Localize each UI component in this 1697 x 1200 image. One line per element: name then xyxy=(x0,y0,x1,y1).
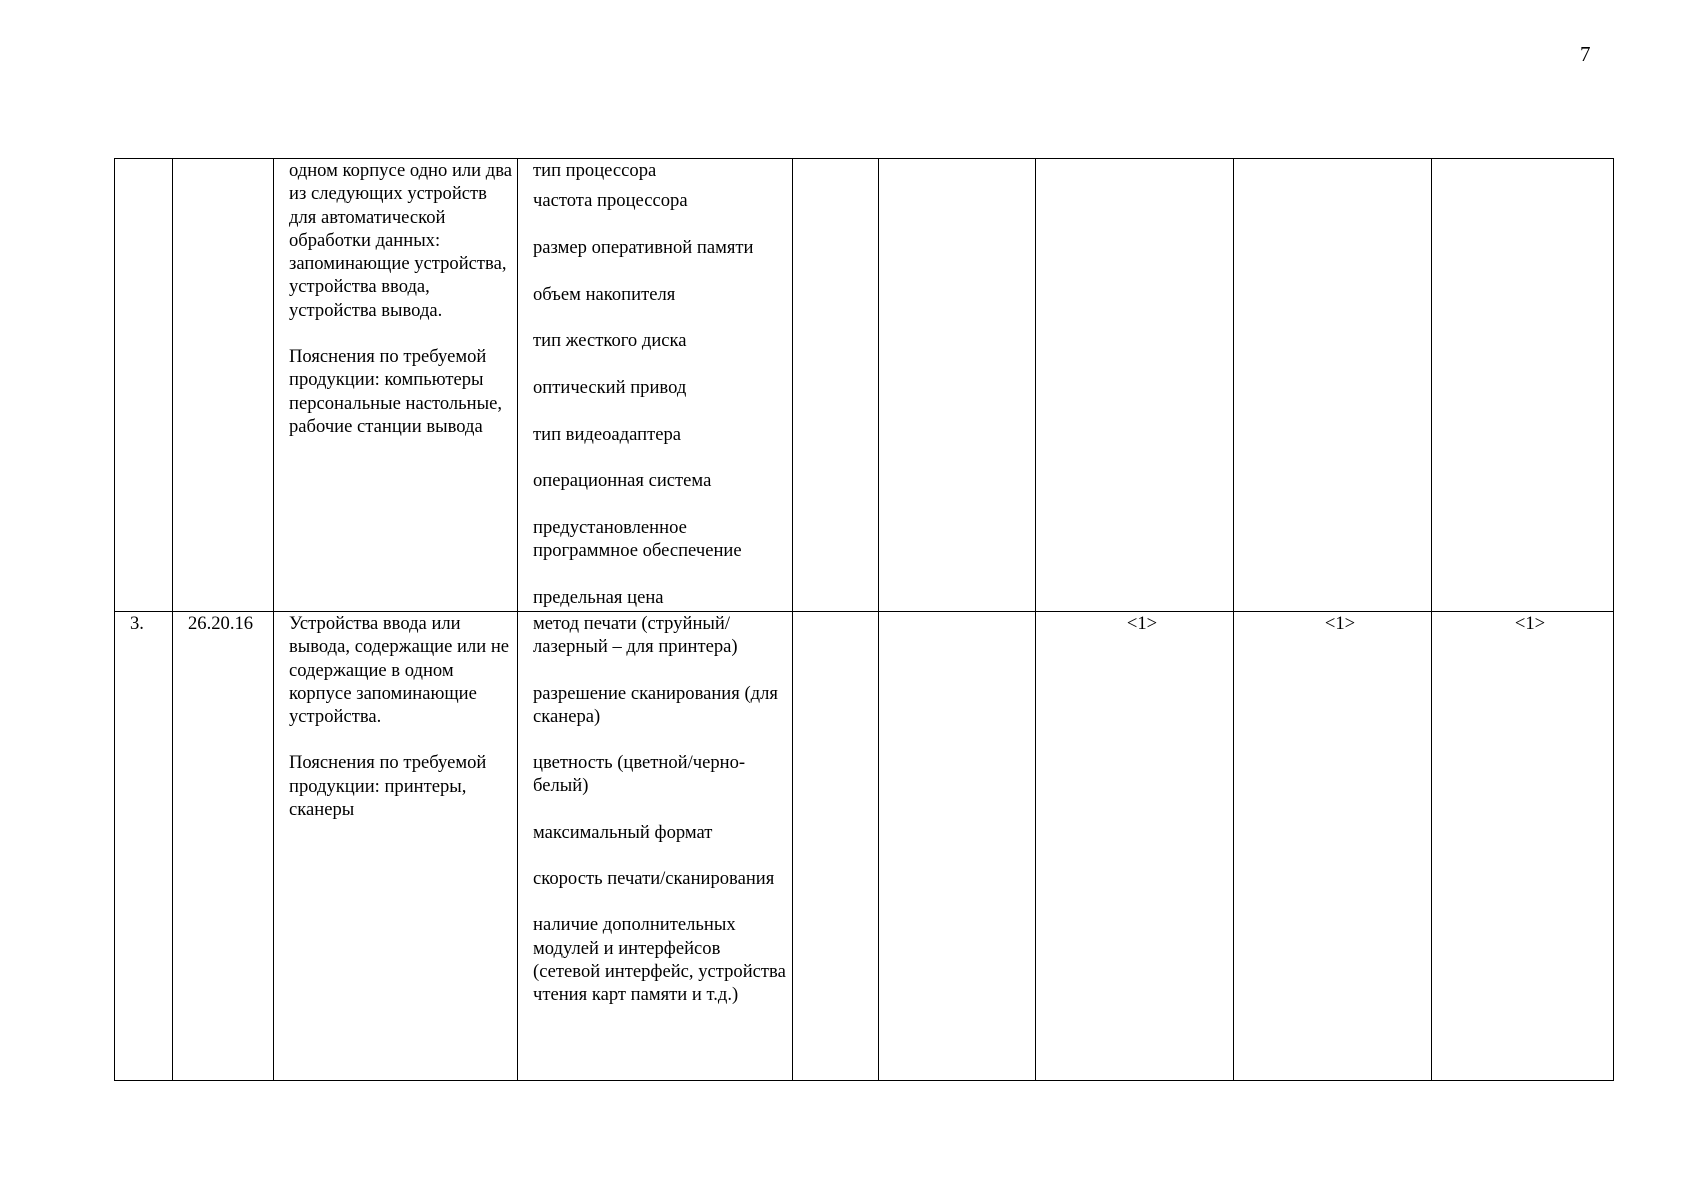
characteristic-item: тип жесткого диска xyxy=(533,330,687,352)
row-number-cell: 3. xyxy=(115,612,173,1081)
unit-name-cell xyxy=(879,612,1036,1081)
value-cell: <1> xyxy=(1432,612,1614,1081)
value-cell: <1> xyxy=(1234,612,1432,1081)
characteristic-item: разрешение сканирования (для сканера) xyxy=(533,682,778,727)
product-description-cell xyxy=(274,612,518,1081)
unit-name-cell xyxy=(879,159,1036,612)
characteristic-item: предельная цена xyxy=(533,587,664,609)
row-number-cell xyxy=(115,159,173,612)
characteristic-item: операционная система xyxy=(533,470,712,492)
okpd-code-cell xyxy=(173,159,274,612)
characteristic-item: частота процессора xyxy=(533,190,688,212)
characteristic-item: максимальный формат xyxy=(533,821,713,843)
description-paragraph: одном корпусе одно или два из следующих устройств для автоматической обработки данных: запоминающие устройства, устройства ввода, устройства вывода. xyxy=(289,160,513,321)
characteristic-item: тип видеоадаптера xyxy=(533,423,682,445)
characteristic-item: скорость печати/сканирования xyxy=(533,868,775,890)
characteristics-cell xyxy=(518,612,793,1081)
table-row xyxy=(115,612,1614,1081)
characteristic-item: размер оперативной памяти xyxy=(533,236,754,258)
characteristics-cell xyxy=(518,159,793,612)
product-description-cell xyxy=(274,159,518,612)
characteristic-item: цветность (цветной/черно-белый) xyxy=(533,752,746,797)
value-cell xyxy=(1234,159,1432,612)
table-row xyxy=(115,159,1614,612)
unit-cell xyxy=(793,159,879,612)
characteristic-item: предустановленное программное обеспечение xyxy=(533,517,742,562)
characteristic-item: объем накопителя xyxy=(533,283,676,305)
value-cell xyxy=(1036,159,1234,612)
page-number: 7 xyxy=(1580,42,1591,66)
characteristic-item: метод печати (струйный/лазерный – для принтера) xyxy=(533,613,738,658)
value-cell xyxy=(1432,159,1614,612)
description-paragraph: Пояснения по требуемой продукции: принтеры, сканеры xyxy=(289,752,487,821)
okpd-code-cell: 26.20.16 xyxy=(173,612,274,1081)
description-paragraph: Устройства ввода или вывода, содержащие или не содержащие в одном корпусе запоминающие устройства. xyxy=(289,613,510,728)
requirements-table xyxy=(114,158,1614,1081)
value-cell: <1> xyxy=(1036,612,1234,1081)
unit-cell xyxy=(793,612,879,1081)
characteristic-item: тип процессора xyxy=(533,160,657,181)
characteristic-item: оптический привод xyxy=(533,377,687,399)
characteristic-item: наличие дополнительных модулей и интерфейсов (сетевой интерфейс, устройства чтения карт памяти и т.д.) xyxy=(533,914,786,1006)
description-paragraph: Пояснения по требуемой продукции: компьютеры персональные настольные, рабочие станции вывода xyxy=(289,346,503,437)
